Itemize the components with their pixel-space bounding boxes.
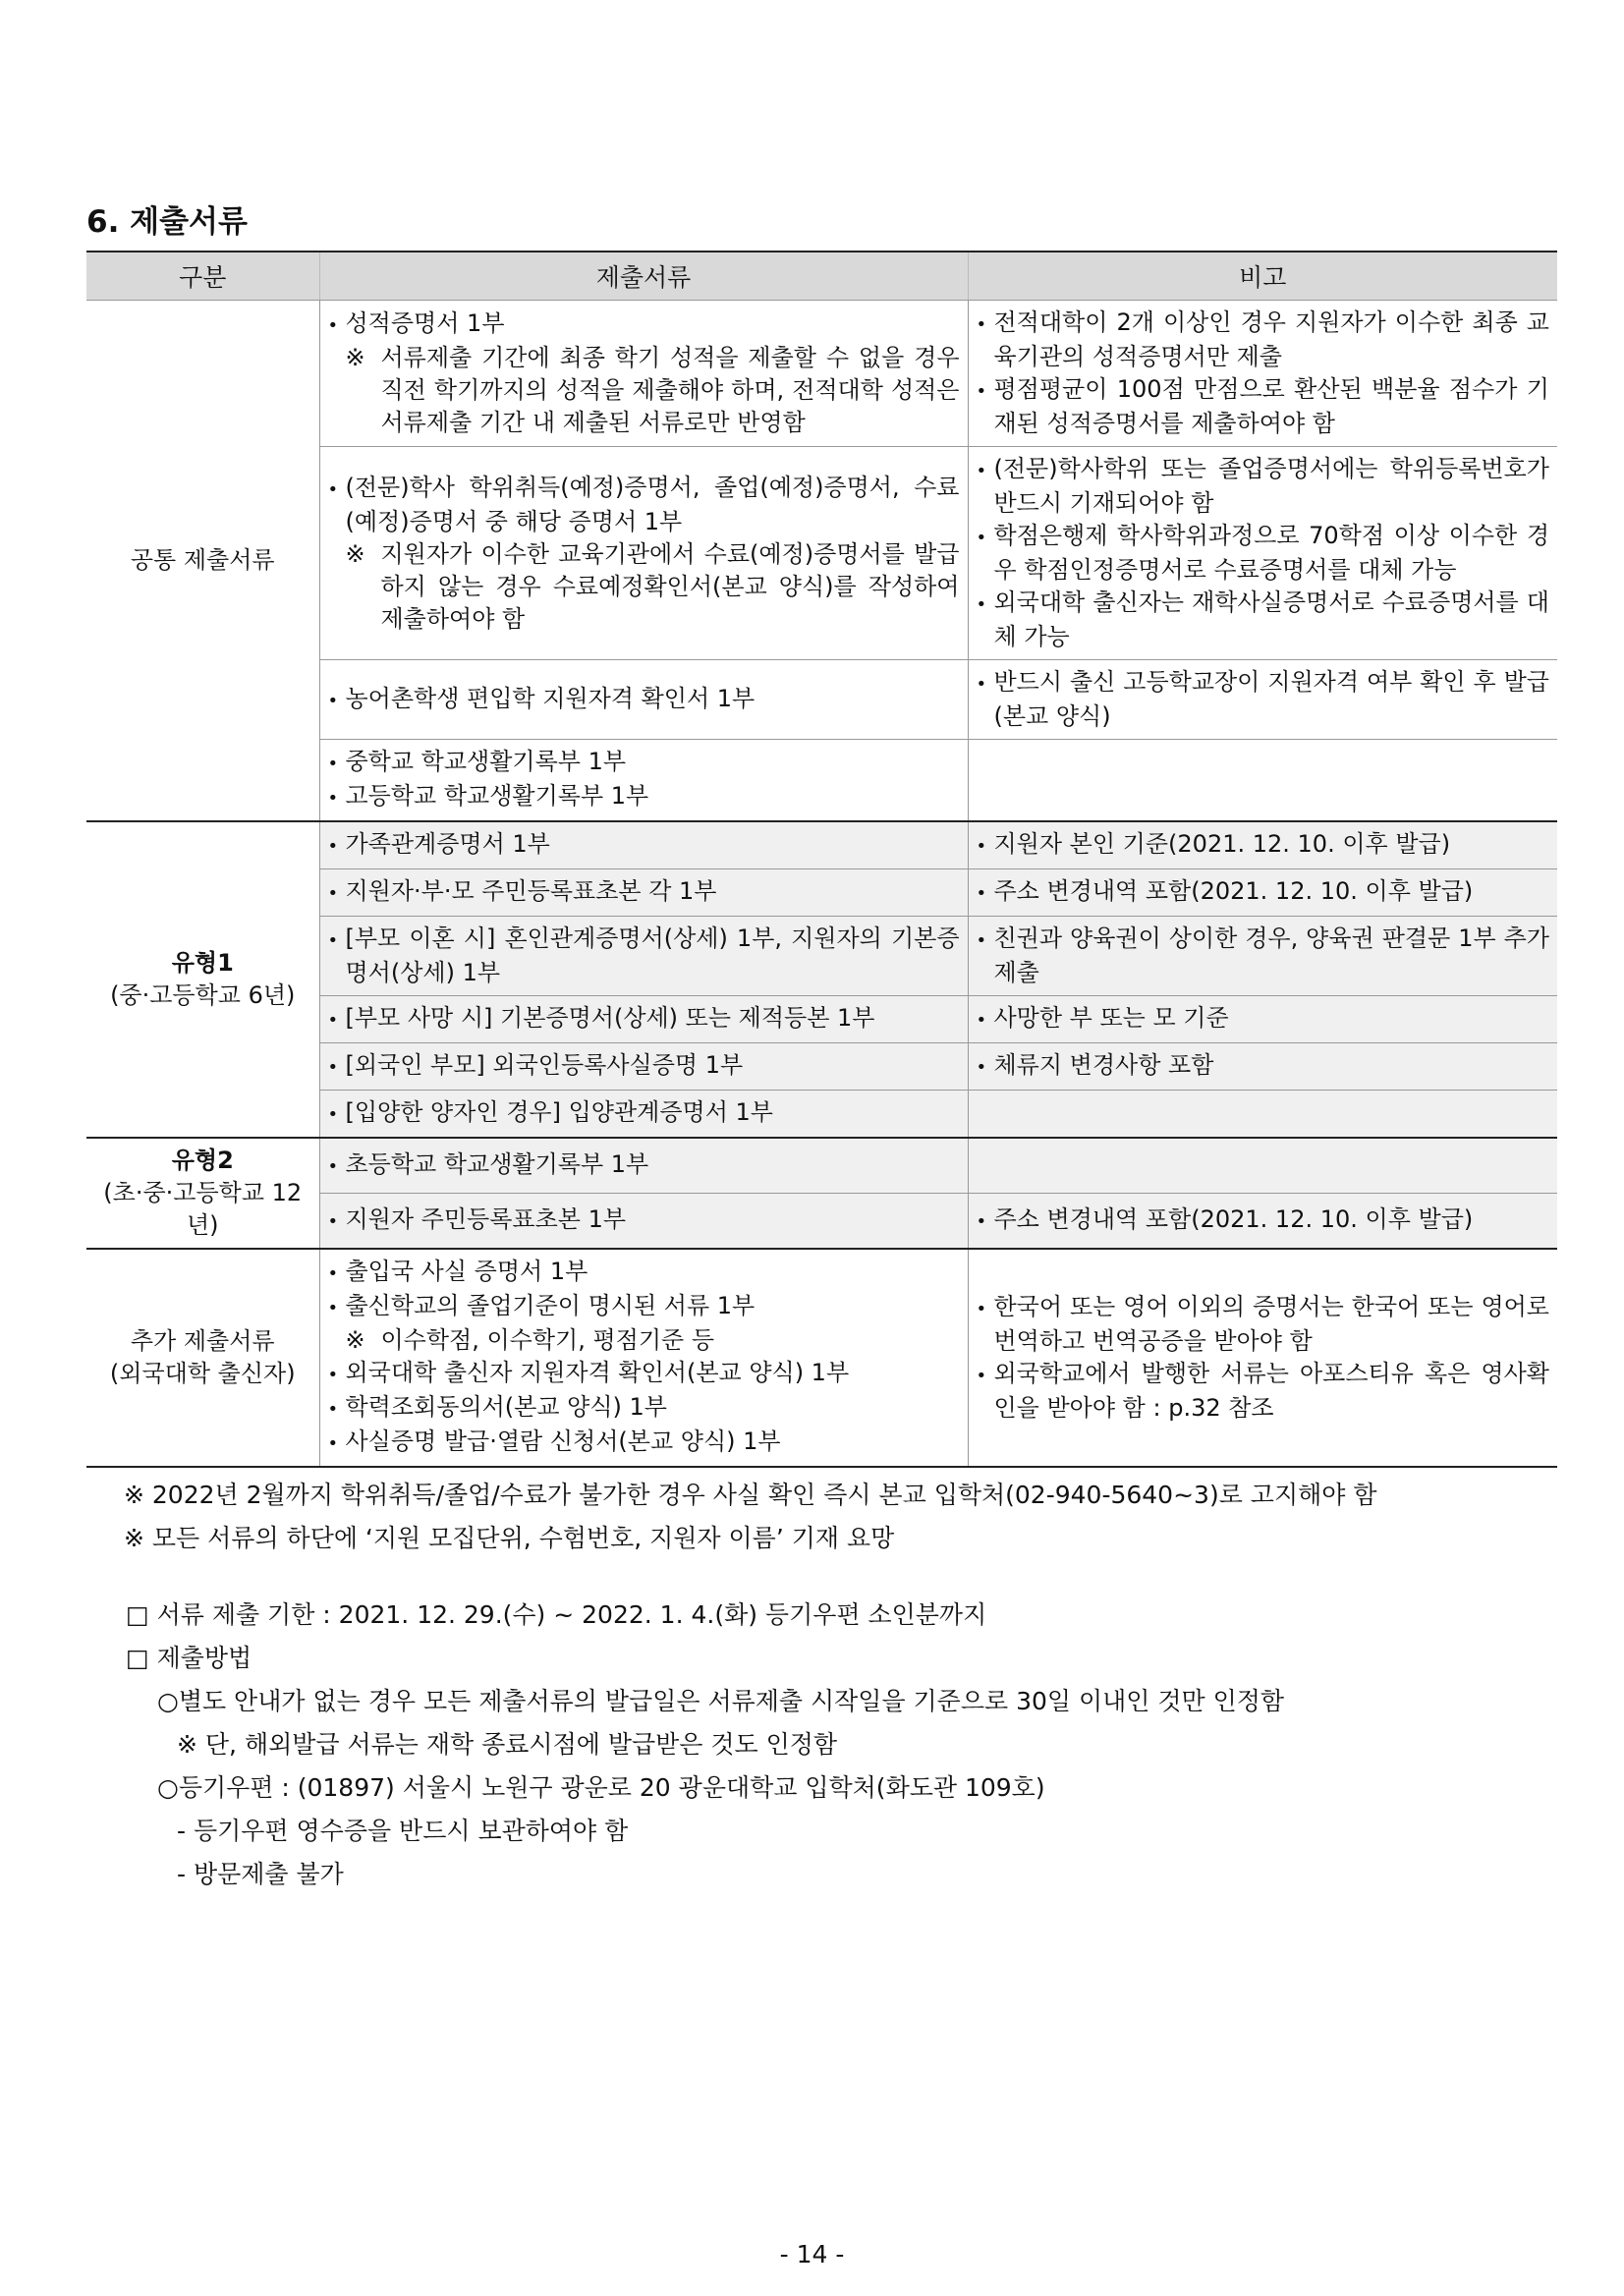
- bullet-item: • 가족관계증명서 1부: [328, 828, 960, 863]
- category-label: 공통 제출서류: [130, 546, 275, 574]
- bullet-item: • (전문)학사 학위취득(예정)증명서, 졸업(예정)증명서, 수료(예정)증명서 중 해당 증명서 1부: [328, 472, 960, 538]
- documents-cell: [319, 996, 968, 1043]
- documents-cell: [319, 821, 968, 869]
- table-row: [86, 1138, 1557, 1194]
- bullet-item: • 사망한 부 또는 모 기준: [977, 1002, 1550, 1036]
- method-title: □ 제출방법: [126, 1644, 252, 1672]
- method-item: ※ 단, 해외발급 서류는 재학 종료시점에 발급받은 것도 인정함: [177, 1730, 838, 1759]
- bullet-item: • 외국대학 출신자 지원자격 확인서(본교 양식) 1부: [328, 1357, 960, 1391]
- bullet-item: • 농어촌학생 편입학 지원자격 확인서 1부: [328, 683, 960, 717]
- category-title: 유형2: [171, 1147, 234, 1174]
- bullet-item: • 중학교 학교생활기록부 1부: [328, 746, 960, 780]
- submission-section: [86, 1594, 1557, 1896]
- remarks-cell: [968, 1138, 1557, 1194]
- header-documents: 제출서류: [319, 252, 968, 301]
- bullet-item: • [입양한 양자인 경우] 입양관계증명서 1부: [328, 1096, 960, 1131]
- bullet-item: • 초등학교 학교생활기록부 1부: [328, 1148, 960, 1183]
- category-cell: [86, 301, 319, 822]
- bullet-item: • 주소 변경내역 포함(2021. 12. 10. 이후 발급): [977, 875, 1550, 910]
- category-cell: [86, 1138, 319, 1249]
- footnote: ※ 2022년 2월까지 학위취득/졸업/수료가 불가한 경우 사실 확인 즉시 본교 입학처(02-940-5640~3)로 고지해야 함: [124, 1481, 1377, 1509]
- bullet-item: • 고등학교 학교생활기록부 1부: [328, 780, 960, 814]
- remarks-cell: [968, 1249, 1557, 1467]
- documents-cell: [319, 447, 968, 660]
- documents-cell: [319, 917, 968, 996]
- bullet-item: • (전문)학사학위 또는 졸업증명서에는 학위등록번호가 반드시 기재되어야 함: [977, 453, 1550, 520]
- table-row: [86, 1249, 1557, 1467]
- table-row: [86, 821, 1557, 869]
- documents-cell: [319, 1043, 968, 1091]
- bullet-item: • 평점평균이 100점 만점으로 환산된 백분율 점수가 기재된 성적증명서를 제출하여야 함: [977, 373, 1550, 440]
- category-cell: [86, 821, 319, 1138]
- bullet-item: • 지원자 주민등록표초본 1부: [328, 1204, 960, 1238]
- table-body: [86, 301, 1557, 1468]
- remarks-cell: [968, 660, 1557, 740]
- bullet-item: • 외국학교에서 발행한 서류는 아포스티유 혹은 영사확인을 받아야 함 : p.32 참조: [977, 1358, 1550, 1425]
- bullet-item: • 반드시 출신 고등학교장이 지원자격 여부 확인 후 발급(본교 양식): [977, 666, 1550, 733]
- bullet-item: • 한국어 또는 영어 이외의 증명서는 한국어 또는 영어로 번역하고 번역공증을 받아야 함: [977, 1291, 1550, 1358]
- deadline-text: □ 서류 제출 기한 : 2021. 12. 29.(수) ~ 2022. 1. 4.(화) 등기우편 소인분까지: [126, 1600, 987, 1629]
- category-title: 추가 제출서류: [130, 1327, 275, 1355]
- bullet-item: • 출입국 사실 증명서 1부: [328, 1256, 960, 1290]
- bullet-item: • 학력조회동의서(본교 양식) 1부: [328, 1391, 960, 1426]
- remarks-cell: [968, 996, 1557, 1043]
- page-number: - 14 -: [779, 2240, 845, 2268]
- remarks-cell: [968, 1043, 1557, 1091]
- header-category: 구분: [86, 252, 319, 301]
- bullet-item: • 친권과 양육권이 상이한 경우, 양육권 판결문 1부 추가 제출: [977, 923, 1550, 989]
- method-item: ○별도 안내가 없는 경우 모든 제출서류의 발급일은 서류제출 시작일을 기준으로 30일 이내인 것만 인정함: [157, 1687, 1285, 1715]
- method-item: - 방문제출 불가: [177, 1860, 344, 1888]
- category-subtitle: (중·고등학교 6년): [110, 981, 296, 1009]
- remarks-cell: [968, 1091, 1557, 1139]
- documents-cell: [319, 869, 968, 917]
- method-list: [86, 1680, 1557, 1896]
- remarks-cell: [968, 821, 1557, 869]
- documents-cell: [319, 1138, 968, 1194]
- bullet-item: • 전적대학이 2개 이상인 경우 지원자가 이수한 최종 교육기관의 성적증명서만 제출: [977, 307, 1550, 373]
- footnote: ※ 모든 서류의 하단에 ‘지원 모집단위, 수험번호, 지원자 이름’ 기재 요망: [124, 1524, 895, 1552]
- note-text: ※ 서류제출 기간에 최종 학기 성적을 제출할 수 없을 경우 직전 학기까지의 성적을 제출해야 하며, 전적대학 성적은 서류제출 기간 내 제출된 서류로만 반영함: [328, 342, 960, 439]
- remarks-cell: [968, 740, 1557, 822]
- bullet-item: • 사실증명 발급·열람 신청서(본교 양식) 1부: [328, 1426, 960, 1460]
- remarks-cell: [968, 869, 1557, 917]
- remarks-cell: [968, 917, 1557, 996]
- documents-cell: [319, 1249, 968, 1467]
- documents-cell: [319, 1091, 968, 1139]
- documents-cell: [319, 740, 968, 822]
- bullet-item: • 지원자·부·모 주민등록표초본 각 1부: [328, 875, 960, 910]
- category-subtitle: (외국대학 출신자): [109, 1360, 296, 1387]
- bullet-item: • [부모 이혼 시] 혼인관계증명서(상세) 1부, 지원자의 기본증명서(상세) 1부: [328, 923, 960, 989]
- table-row: [86, 301, 1557, 447]
- bullet-item: • [외국인 부모] 외국인등록사실증명 1부: [328, 1049, 960, 1084]
- documents-cell: [319, 1194, 968, 1250]
- method-item: - 등기우편 영수증을 반드시 보관하여야 함: [177, 1817, 629, 1845]
- category-title: 유형1: [171, 949, 234, 977]
- bullet-item: • 학점은행제 학사학위과정으로 70학점 이상 이수한 경우 학점인정증명서로 수료증명서를 대체 가능: [977, 520, 1550, 587]
- header-remarks: 비고: [968, 252, 1557, 301]
- document-page: [86, 196, 1557, 1896]
- bullet-item: • 성적증명서 1부: [328, 308, 960, 342]
- bullet-item: • 외국대학 출신자는 재학사실증명서로 수료증명서를 대체 가능: [977, 587, 1550, 653]
- remarks-cell: [968, 447, 1557, 660]
- method-item: ○등기우편 : (01897) 서울시 노원구 광운로 20 광운대학교 입학처(화도관 109호): [157, 1773, 1045, 1802]
- bullet-item: • [부모 사망 시] 기본증명서(상세) 또는 제적등본 1부: [328, 1002, 960, 1036]
- note-text: ※ 이수학점, 이수학기, 평점기준 등: [328, 1324, 960, 1357]
- remarks-cell: [968, 1194, 1557, 1250]
- documents-cell: [319, 660, 968, 740]
- category-subtitle: (초·중·고등학교 12년): [103, 1179, 303, 1239]
- category-cell: [86, 1249, 319, 1467]
- bullet-item: • 주소 변경내역 포함(2021. 12. 10. 이후 발급): [977, 1204, 1550, 1238]
- documents-table: [86, 251, 1557, 1468]
- bullet-item: • 체류지 변경사항 포함: [977, 1049, 1550, 1084]
- documents-cell: [319, 301, 968, 447]
- section-title: 6. 제출서류: [86, 204, 248, 240]
- bullet-item: • 출신학교의 졸업기준이 명시된 서류 1부: [328, 1290, 960, 1324]
- footnotes: [86, 1474, 1557, 1560]
- table-header-row: [86, 252, 1557, 301]
- remarks-cell: [968, 301, 1557, 447]
- bullet-item: • 지원자 본인 기준(2021. 12. 10. 이후 발급): [977, 828, 1550, 863]
- note-text: ※ 지원자가 이수한 교육기관에서 수료(예정)증명서를 발급하지 않는 경우 수료예정확인서(본교 양식)를 작성하여 제출하여야 함: [328, 538, 960, 636]
